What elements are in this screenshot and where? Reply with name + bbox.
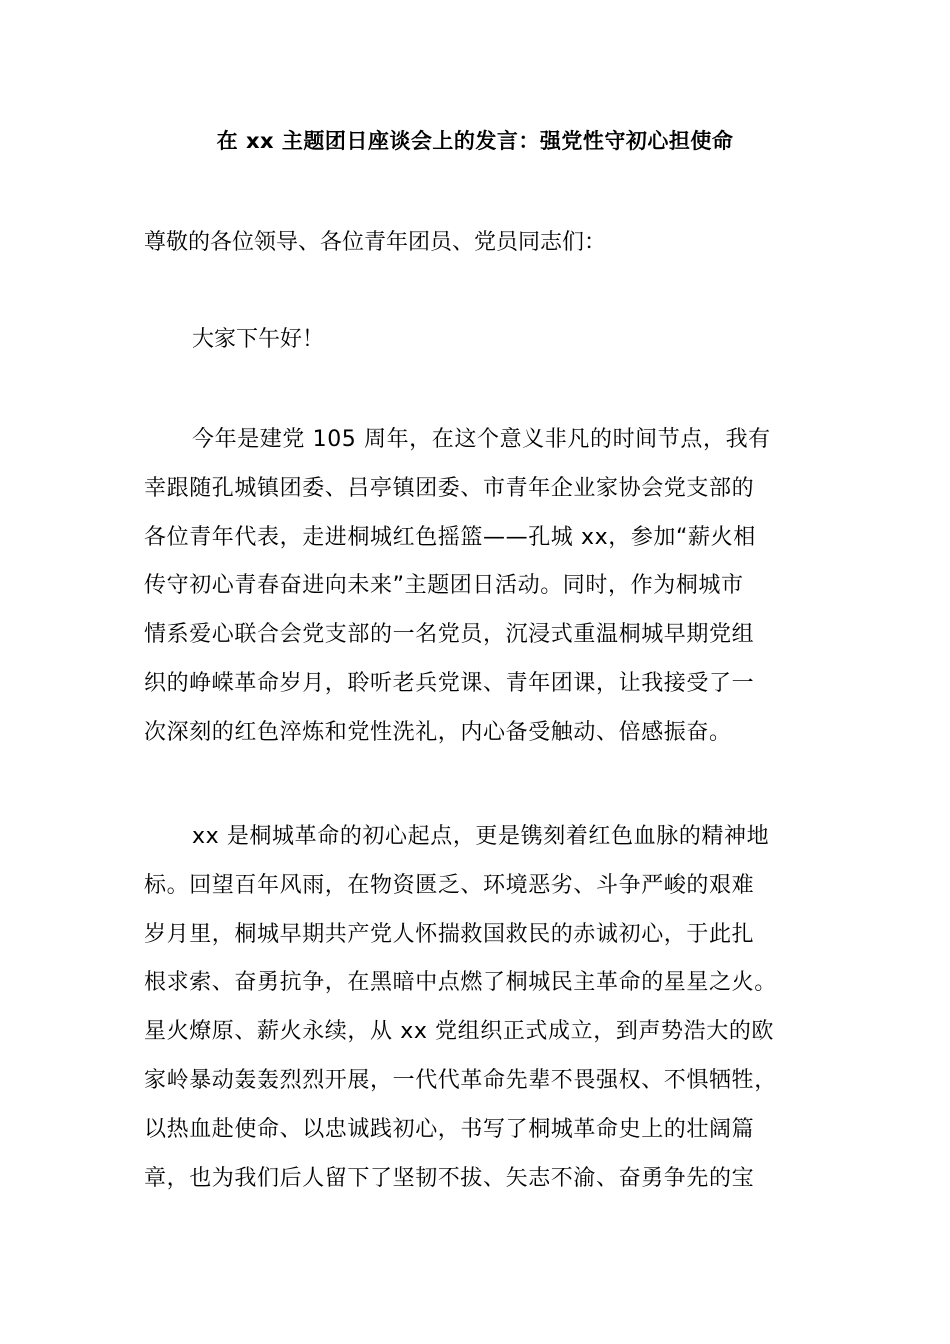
paragraph-line: 传守初心青春奋进向未来”主题团日活动。同时，作为桐城市 — [144, 573, 744, 599]
salutation: 尊敬的各位领导、各位青年团员、党员同志们： — [144, 230, 607, 255]
paragraph-line: 次深刻的红色淬炼和党性洗礼，内心备受触动、倍感振奋。 — [144, 719, 732, 745]
paragraph-line: 家岭暴动轰轰烈烈开展，一代代革命先辈不畏强权、不惧牺牲， — [144, 1067, 777, 1093]
greeting: 大家下午好！ — [192, 327, 325, 352]
paragraph-line: 星火燎原、薪火永续，从 xx 党组织正式成立，到声势浩大的欧 — [144, 1019, 775, 1045]
paragraph-line: 幸跟随孔城镇团委、吕亭镇团委、市青年企业家协会党支部的 — [144, 475, 755, 501]
document-title: 在 xx 主题团日座谈会上的发言：强党性守初心担使命 — [216, 129, 734, 153]
paragraph-line: 以热血赴使命、以忠诚践初心，书写了桐城革命史上的壮阔篇 — [144, 1116, 755, 1142]
paragraph-line: 章，也为我们后人留下了坚韧不拔、矢志不渝、奋勇争先的宝 — [144, 1165, 755, 1191]
paragraph-line: 织的峥嵘革命岁月，聆听老兵党课、青年团课，让我接受了一 — [144, 670, 755, 696]
paragraph-line: 岁月里，桐城早期共产党人怀揣救国救民的赤诚初心，于此扎 — [144, 921, 755, 947]
paragraph-line: 标。回望百年风雨，在物资匮乏、环境恶劣、斗争严峻的艰难 — [144, 872, 755, 898]
paragraph-line: 今年是建党 105 周年，在这个意义非凡的时间节点，我有 — [192, 427, 771, 452]
paragraph-1 — [144, 423, 824, 765]
paragraph-line: 情系爱心联合会党支部的一名党员，沉浸式重温桐城早期党组 — [144, 622, 755, 648]
paragraph-line: xx 是桐城革命的初心起点，更是镌刻着红色血脉的精神地 — [192, 824, 770, 849]
paragraph-line: 根求索、奋勇抗争，在黑暗中点燃了桐城民主革命的星星之火。 — [144, 970, 777, 996]
paragraph-2 — [144, 820, 824, 1210]
paragraph-line: 各位青年代表，走进桐城红色摇篮——孔城 xx，参加“薪火相 — [144, 524, 756, 550]
